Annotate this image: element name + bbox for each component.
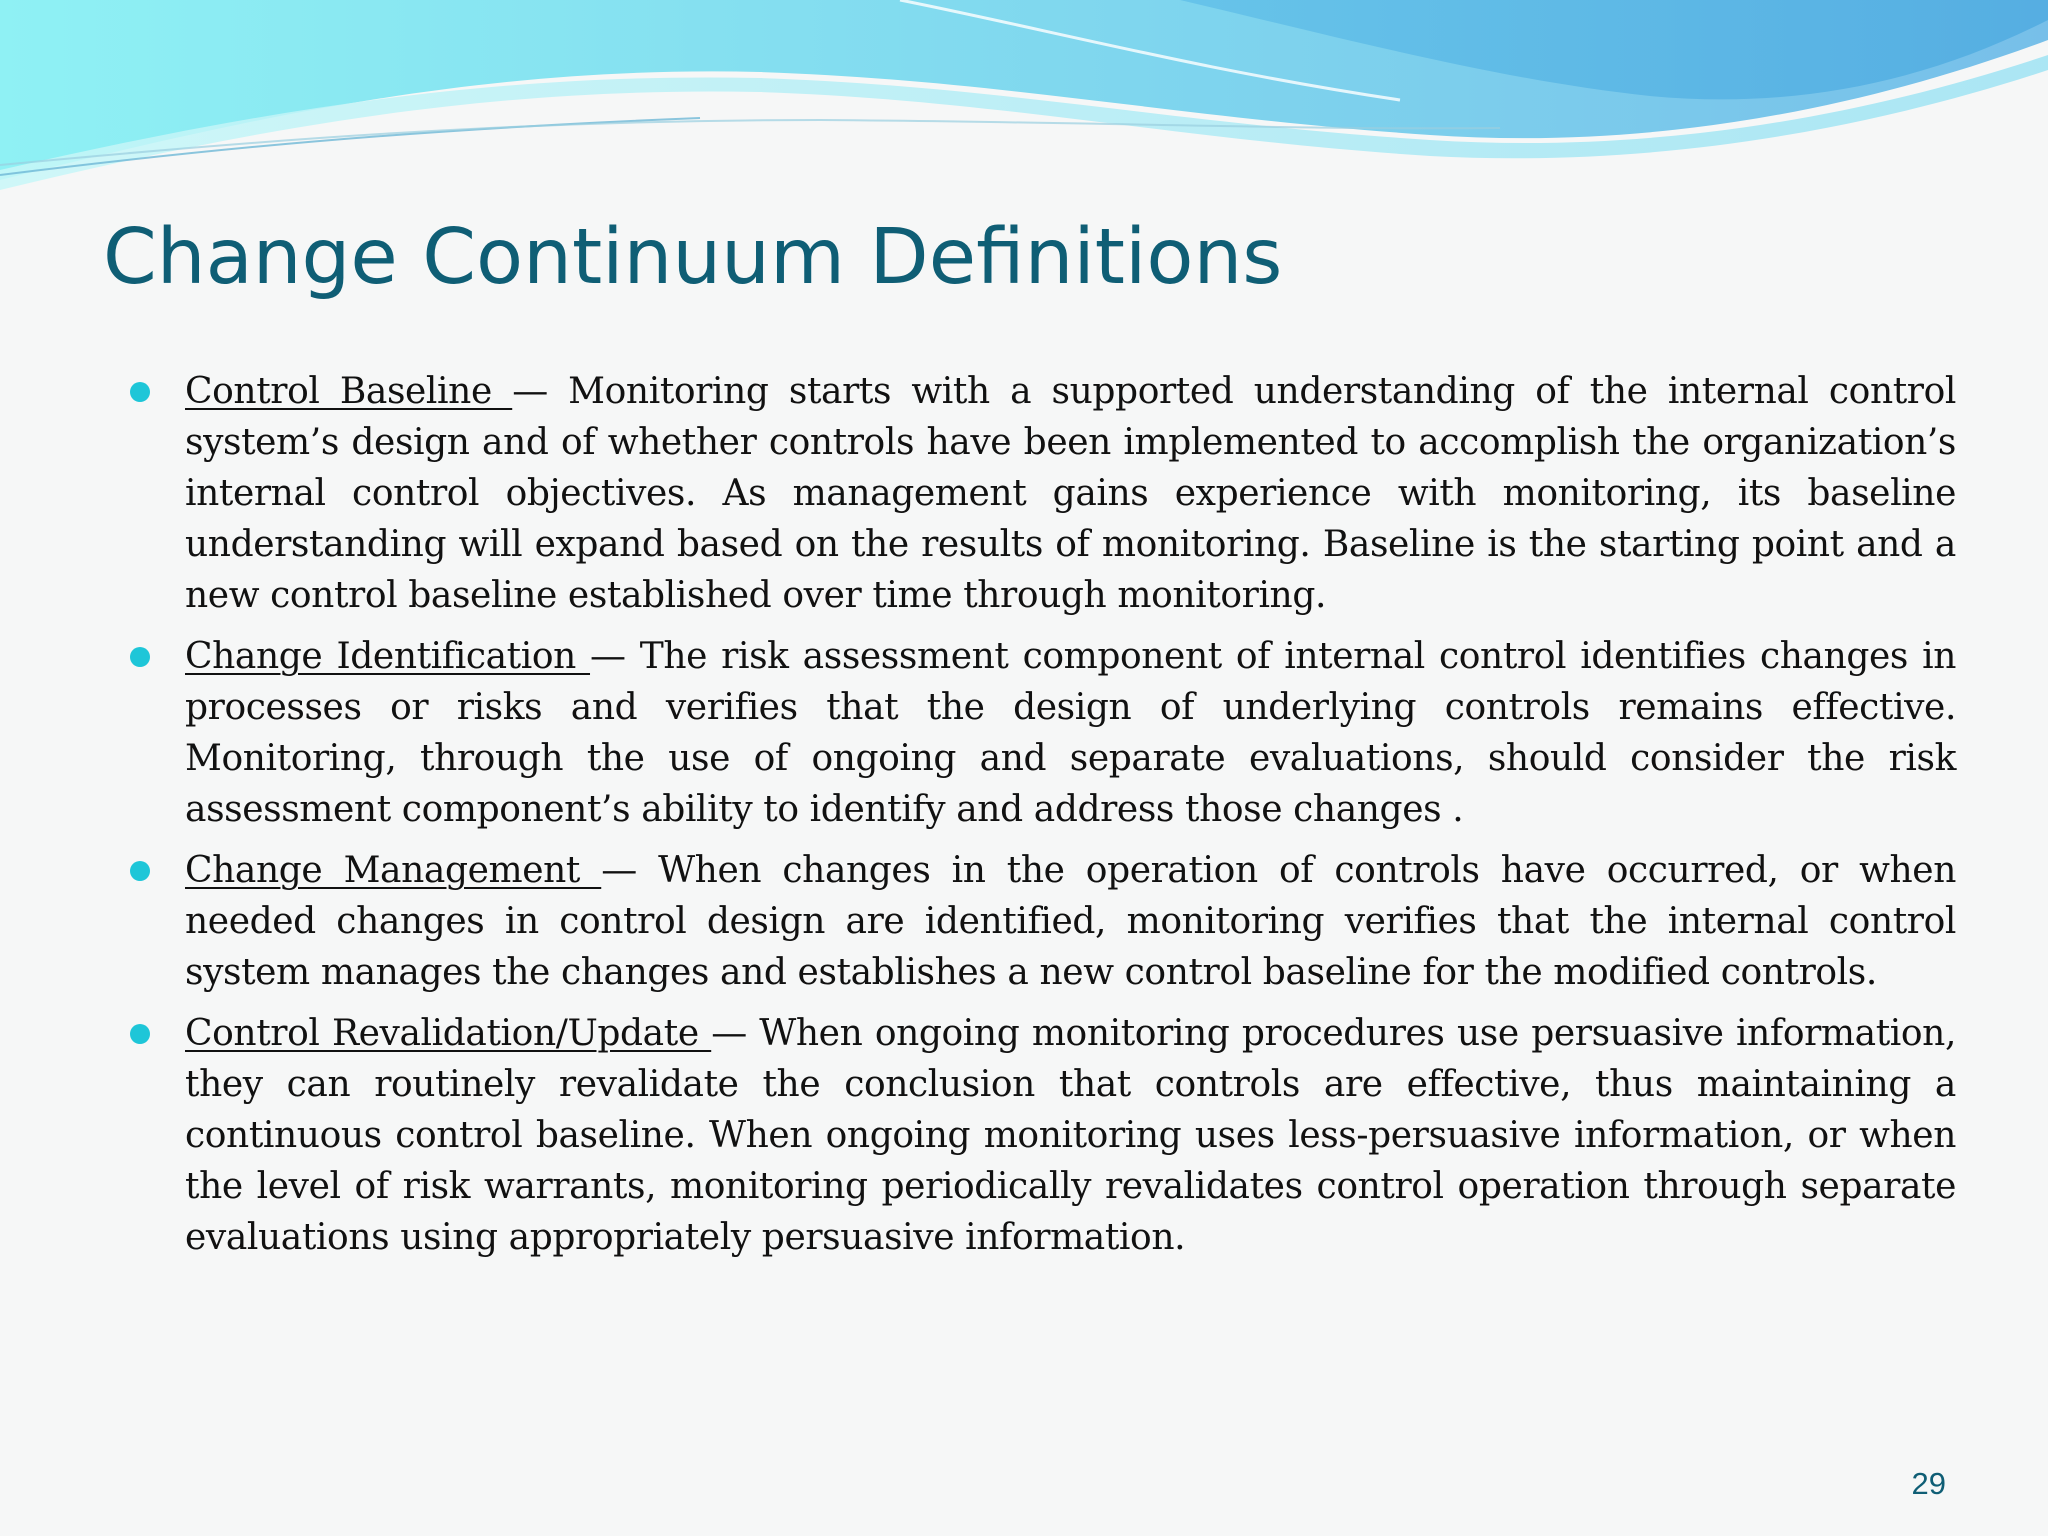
list-item xyxy=(130,631,1956,835)
definition-text: — The risk assessment component of internal control identifies changes in processes or risks and verifies that the design of underlying controls remains effective. Monitoring, through the use of ongoing and separate evaluations, should consider the risk assessment component’s ability to identify and address those changes . xyxy=(185,636,1957,830)
bullet-dot-icon xyxy=(130,647,150,667)
bullet-dot-icon xyxy=(130,382,150,402)
page-number: 29 xyxy=(1911,1466,1946,1501)
definition-term: Control Revalidation/Update xyxy=(185,1013,712,1054)
header-wave-graphic xyxy=(0,0,2048,240)
definition-term: Control Baseline xyxy=(185,371,513,412)
definition-term: Change Identification xyxy=(185,636,591,677)
bullet-dot-icon xyxy=(130,1024,150,1044)
definition-text: — When ongoing monitoring procedures use persuasive information, they can routinely revalidate the conclusion that controls are effective, thus maintaining a continuous control baseline. When ongoing monitoring uses less-persuasive information, or when the level of risk warrants, monitoring periodically revalidates control operation through separate evaluations using appropriately persuasive information. xyxy=(185,1013,1956,1258)
list-item xyxy=(130,1008,1956,1263)
definition-text: — Monitoring starts with a supported understanding of the internal control system’s design and of whether controls have been implemented to accomplish the organization’s internal control objectives. As management gains experience with monitoring, its baseline understanding will expand based on the results of monitoring. Baseline is the starting point and a new control baseline established over time through monitoring. xyxy=(185,371,1956,616)
list-item xyxy=(130,845,1956,998)
definition-text: — When changes in the operation of controls have occurred, or when needed changes in control design are identified, monitoring verifies that the internal control system manages the changes and establishes a new control baseline for the modified controls. xyxy=(185,850,1956,993)
definition-term: Change Management xyxy=(185,850,602,891)
list-item xyxy=(130,366,1956,621)
page-title: Change Continuum Definitions xyxy=(103,213,1283,302)
bullet-dot-icon xyxy=(130,861,150,881)
definitions-list xyxy=(130,366,1956,1273)
